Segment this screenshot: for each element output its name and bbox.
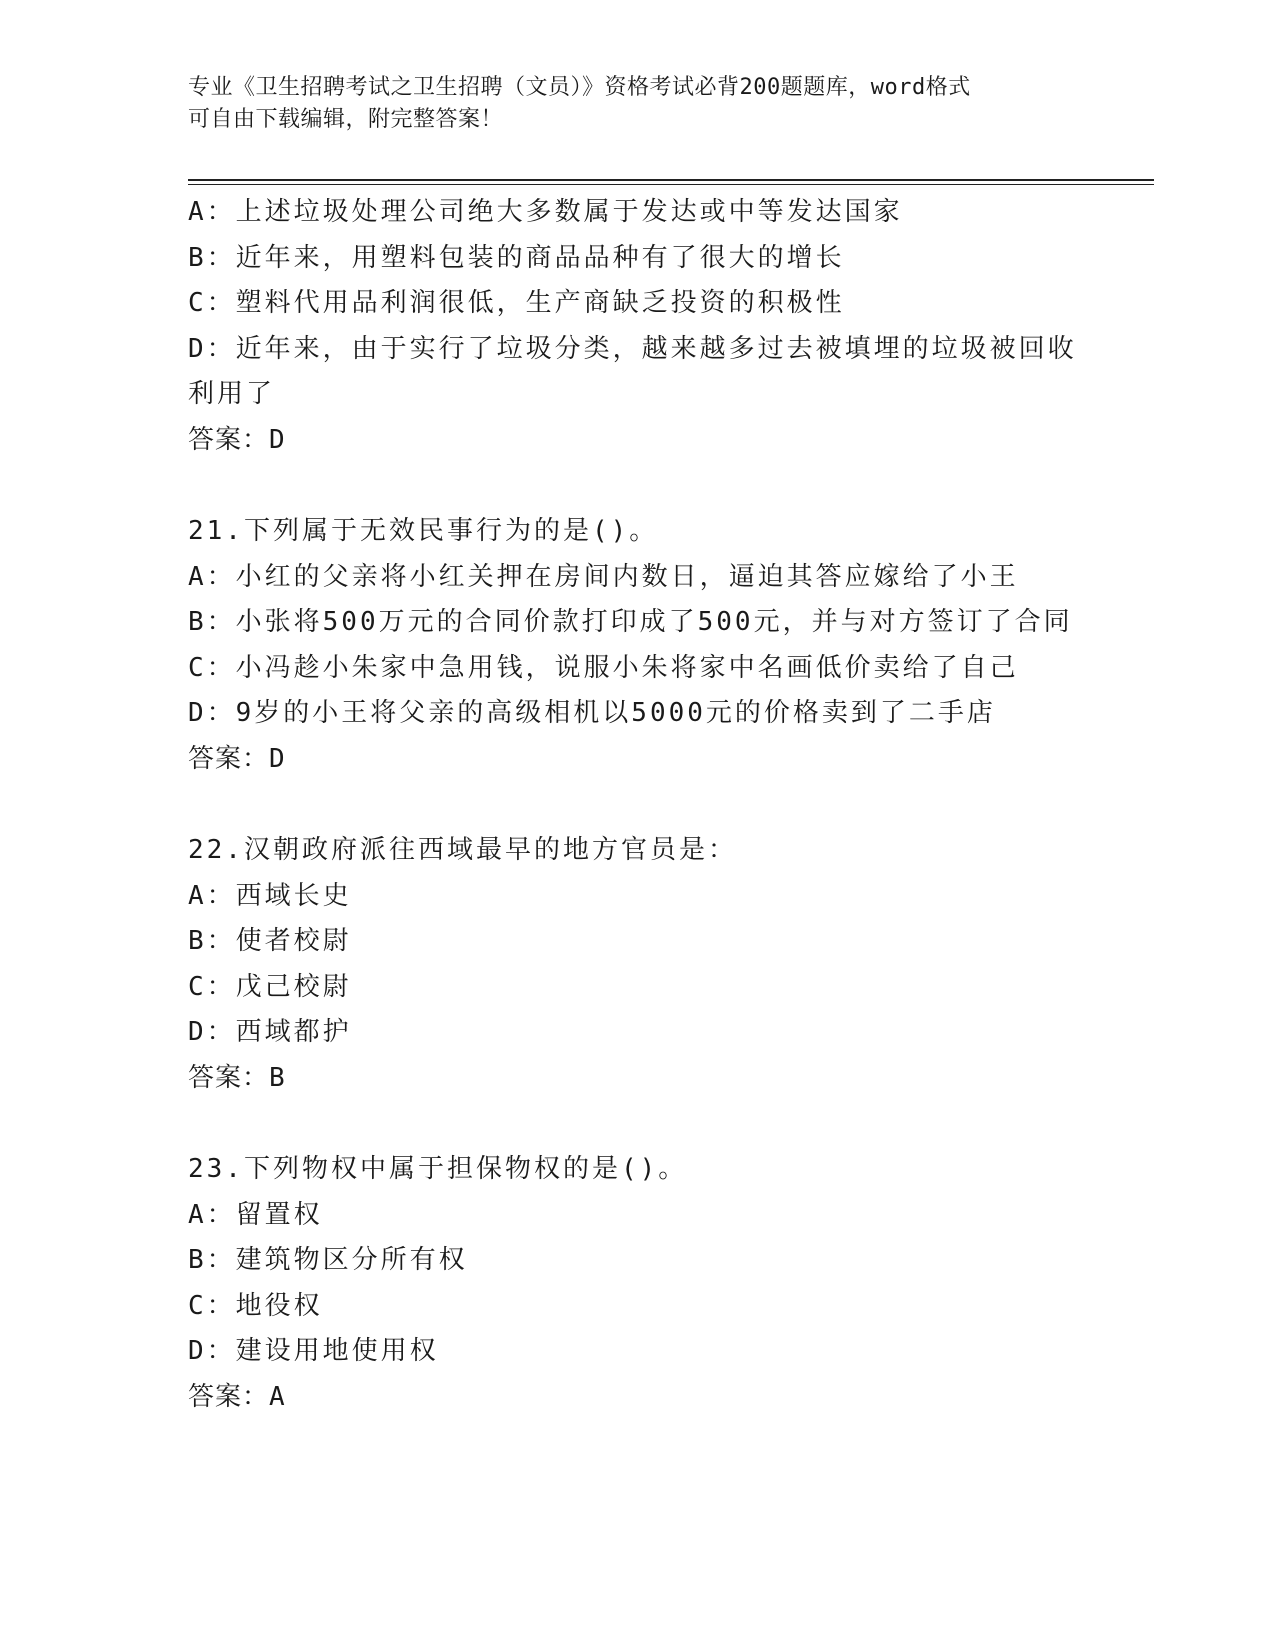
option-c: C：地役权	[188, 1290, 323, 1321]
header-line-1: 专业《卫生招聘考试之卫生招聘（文员）》资格考试必背200题题库，word格式	[188, 75, 971, 100]
question-block-22	[188, 828, 1088, 1101]
option-a: A：西域长史	[188, 880, 352, 911]
answer: 答案：D	[188, 743, 286, 774]
question-block-21	[188, 509, 1088, 782]
question-text: 22.汉朝政府派往西域最早的地方官员是：	[188, 835, 737, 865]
document-header	[188, 72, 1088, 136]
option-b: B：使者校尉	[188, 926, 352, 956]
option-b: B：小张将500万元的合同价款打印成了500元，并与对方签订了合同	[188, 607, 1073, 637]
question-text: 21.下列属于无效民事行为的是()。	[188, 516, 659, 546]
answer: 答案：A	[188, 1381, 286, 1412]
option-c: C：塑料代用品利润很低，生产商缺乏投资的积极性	[188, 288, 845, 318]
spacer	[188, 782, 1088, 828]
spacer	[188, 463, 1088, 509]
option-d: D：西域都护	[188, 1017, 352, 1047]
answer: 答案：B	[188, 1062, 286, 1093]
answer: 答案：D	[188, 424, 286, 455]
question-block-20	[188, 190, 1088, 463]
option-d: D：9岁的小王将父亲的高级相机以5000元的价格卖到了二手店	[188, 698, 996, 728]
spacer	[188, 1101, 1088, 1147]
option-b: B：近年来，用塑料包装的商品品种有了很大的增长	[188, 242, 845, 273]
header-divider-thin	[188, 184, 1154, 185]
option-a: A：留置权	[188, 1199, 323, 1230]
option-b: B：建筑物区分所有权	[188, 1245, 468, 1275]
option-a: A：上述垃圾处理公司绝大多数属于发达或中等发达国家	[188, 197, 903, 227]
option-d: D：建设用地使用权	[188, 1336, 439, 1366]
option-a: A：小红的父亲将小红关押在房间内数日，逼迫其答应嫁给了小王	[188, 561, 1019, 592]
header-divider-thick	[188, 179, 1154, 181]
header-line-2: 可自由下载编辑，附完整答案！	[188, 107, 504, 132]
question-text: 23.下列物权中属于担保物权的是()。	[188, 1154, 688, 1184]
option-d: D：近年来，由于实行了垃圾分类，越来越多过去被填埋的垃圾被回收	[188, 333, 1077, 364]
question-list	[188, 190, 1088, 1420]
question-block-23	[188, 1147, 1088, 1420]
option-d-continued: 利用了	[188, 379, 276, 409]
option-c: C：戊己校尉	[188, 971, 352, 1002]
option-c: C：小冯趁小朱家中急用钱，说服小朱将家中名画低价卖给了自己	[188, 652, 1019, 683]
